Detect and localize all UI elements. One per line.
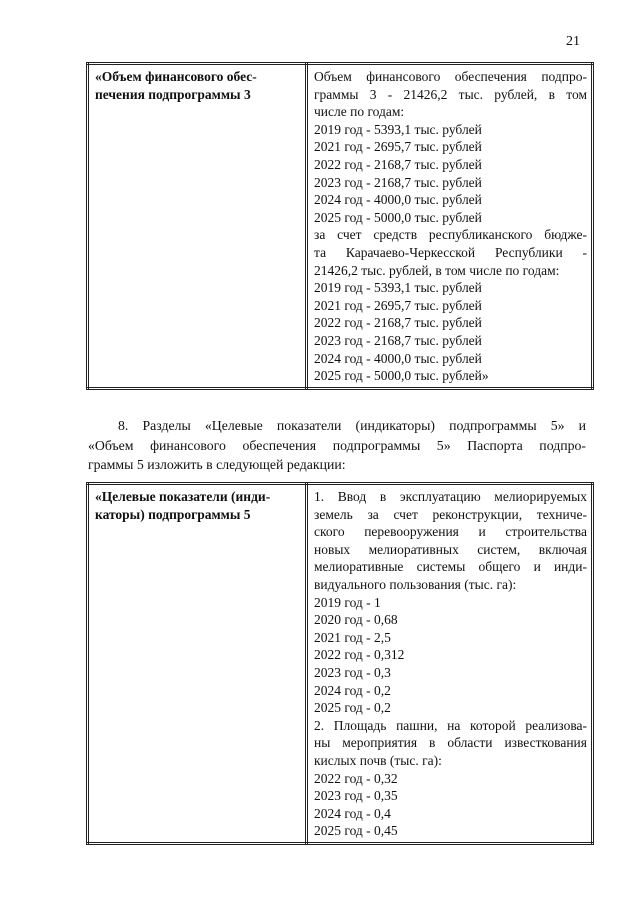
page-number: 21 [566, 34, 580, 49]
label-line: «Объем финансового обес- [95, 69, 257, 84]
value-line: 2023 год - 2168,7 тыс. рублей [314, 174, 482, 190]
paragraph-line: 8. Разделы «Целевые показатели (индикаторы) подпрограммы 5» и [118, 418, 586, 433]
value-line: 2019 год - 5393,1 тыс. рублей [314, 121, 482, 137]
value-line: 2022 год - 2168,7 тыс. рублей [314, 315, 482, 331]
value-line: Объем финансового обеспечения подпро- [314, 69, 587, 84]
value-line: кислых почв (тыс. га): [314, 752, 442, 768]
value-line: 2025 год - 0,45 [314, 823, 398, 839]
value-line: 2021 год - 2695,7 тыс. рублей [314, 139, 482, 155]
label-cell [88, 64, 307, 389]
value-line: числе по годам: [314, 104, 405, 120]
value-line: 2025 год - 5000,0 тыс. рублей [314, 209, 482, 225]
paragraph-line: «Объем финансового обеспечения подпрограммы 5» Паспорта подпро- [88, 437, 586, 453]
label-cell [88, 484, 307, 844]
value-line: 2019 год - 1 [314, 594, 381, 610]
label-line: каторы) подпрограммы 5 [95, 507, 251, 522]
table-row [88, 64, 593, 389]
value-line: 1. Ввод в эксплуатацию мелиорируемых [314, 489, 587, 504]
value-line: 21426,2 тыс. рублей, в том числе по годам: [314, 262, 560, 278]
value-line: 2019 год - 5393,1 тыс. рублей [314, 280, 482, 296]
value-line: 2020 год - 0,68 [314, 612, 398, 628]
value-line: видуального пользования (тыс. га): [314, 576, 517, 592]
label-line: печения подпрограммы 3 [95, 87, 251, 102]
value-line: та Карачаево-Черкесской Республики - [314, 244, 587, 260]
value-line: 2024 год - 4000,0 тыс. рублей [314, 192, 482, 208]
table-row [88, 484, 593, 844]
value-line: граммы 3 - 21426,2 тыс. рублей, в том [314, 86, 587, 102]
value-line: 2. Площадь пашни, на которой реализова- [314, 717, 587, 733]
value-line: 2021 год - 2695,7 тыс. рублей [314, 297, 482, 313]
value-line: 2024 год - 0,2 [314, 682, 391, 698]
value-line: 2022 год - 0,312 [314, 647, 405, 663]
value-cell [307, 64, 593, 389]
body-paragraph [88, 416, 586, 475]
value-cell [307, 484, 593, 844]
value-line: 2024 год - 4000,0 тыс. рублей [314, 350, 482, 366]
value-line: 2022 год - 2168,7 тыс. рублей [314, 156, 482, 172]
value-line: 2025 год - 0,2 [314, 700, 391, 716]
funding-table-subprogram-3 [86, 62, 594, 390]
value-line: 2022 год - 0,32 [314, 770, 398, 786]
value-line: мелиоративные системы общего и инди- [314, 559, 587, 575]
value-line: 2023 год - 0,3 [314, 664, 391, 680]
value-line: 2021 год - 2,5 [314, 629, 391, 645]
value-line: 2023 год - 2168,7 тыс. рублей [314, 332, 482, 348]
value-line: за счет средств республиканского бюдже- [314, 227, 587, 243]
paragraph-line: граммы 5 изложить в следующей редакции: [88, 457, 346, 472]
value-line: земель за счет реконструкции, техниче- [314, 506, 587, 522]
value-line: 2025 год - 5000,0 тыс. рублей» [314, 368, 489, 384]
value-line: новых мелиоративных систем, включая [314, 541, 587, 557]
indicators-table-subprogram-5 [86, 482, 594, 845]
label-line: «Целевые показатели (инди- [95, 489, 271, 504]
value-line: ны мероприятия в области известкования [314, 735, 587, 751]
value-line: 2024 год - 0,4 [314, 805, 391, 821]
value-line: ского перевооружения и строительства [314, 524, 587, 540]
value-line: 2023 год - 0,35 [314, 788, 398, 804]
